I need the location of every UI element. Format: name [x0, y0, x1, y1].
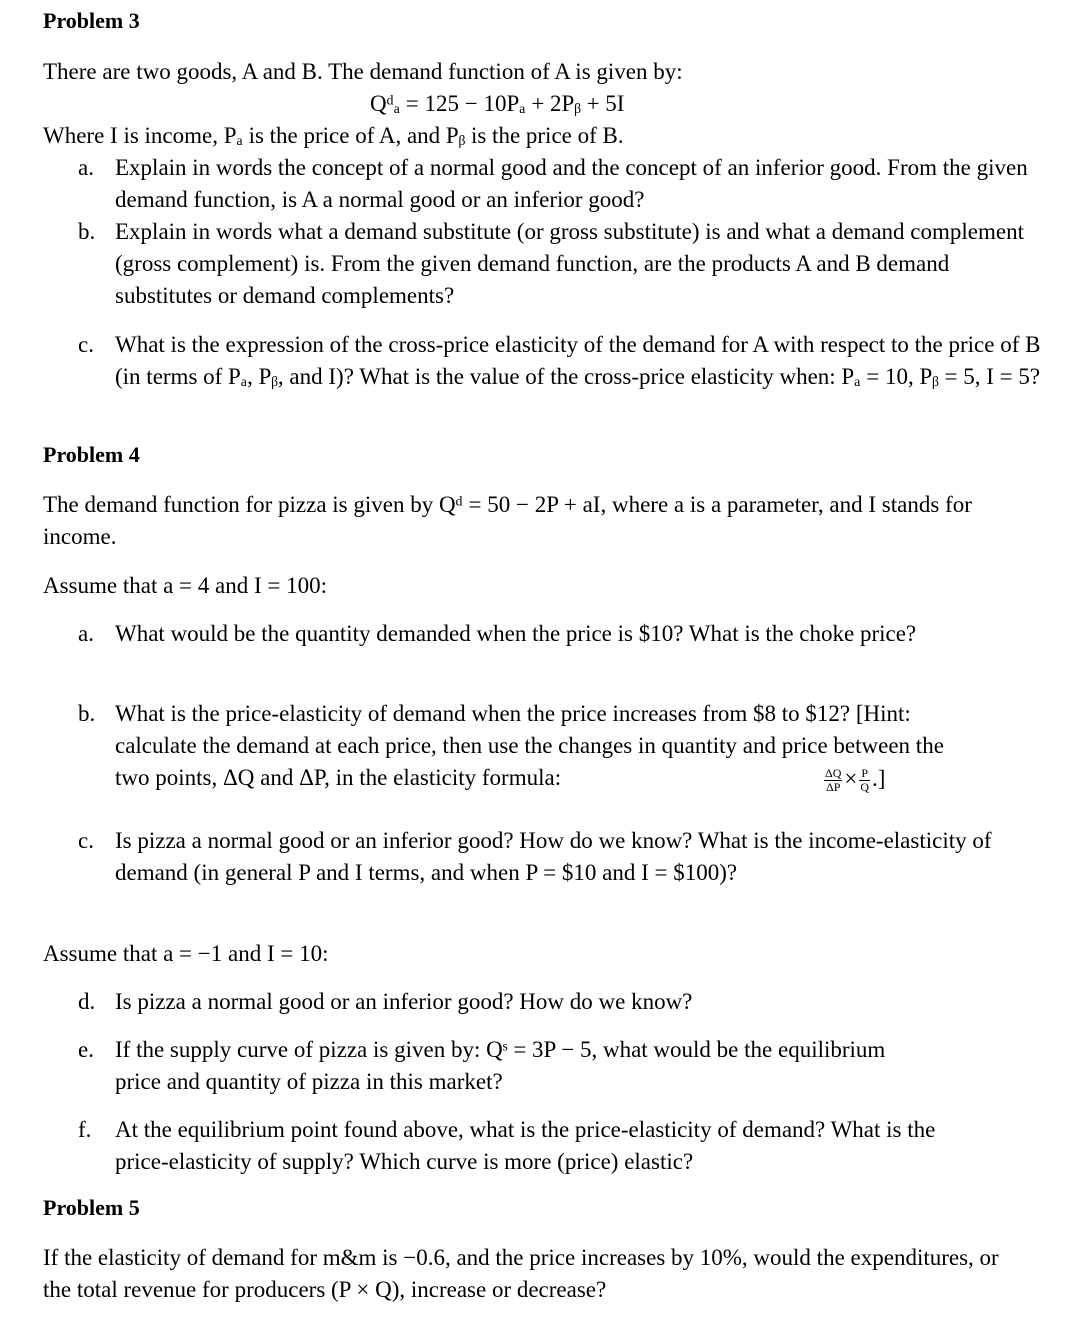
item-text: At the equilibrium point found above, what is the price-elasticity of demand? What is the price-elasticity of supply? Which curve is more (price) elastic?	[115, 1117, 936, 1174]
item-text: If the supply curve of pizza is given by: Qˢ = 3P − 5, what would be the equilibrium price and quantity of pizza in this market?	[115, 1037, 886, 1094]
fraction-numerator: P	[861, 766, 869, 781]
problem4-intro: The demand function for pizza is given by Qᵈ = 50 − 2P + aI, where a is a parameter, and I stands for income.	[43, 492, 972, 549]
problem5-text: If the elasticity of demand for m&m is −0.6, and the price increases by 10%, would the expenditures, or the total revenue for producers (P × Q), increase or decrease?	[43, 1245, 999, 1302]
item-text: Is pizza a normal good or an inferior good? How do we know? What is the income-elasticity of demand (in general P and I terms, and when P = $10 and I = $100)?	[115, 828, 992, 885]
item-label: b.	[78, 219, 96, 244]
problem3-where: Where I is income, Pₐ is the price of A, and Pᵦ is the price of B.	[43, 123, 624, 148]
item-text: What is the price-elasticity of demand when the price increases from $8 to $12? [Hint: calculate the demand at each price, then use the changes in quantity and price between the two points, ΔQ and ΔP, in the elasticity formula:	[115, 701, 944, 790]
problem3-heading: Problem 3	[43, 8, 140, 33]
fraction-p-q	[859, 767, 870, 794]
item-label: b.	[78, 701, 96, 726]
problem5-heading: Problem 5	[43, 1195, 140, 1220]
item-text: What would be the quantity demanded when the price is $10? What is the choke price?	[115, 621, 917, 646]
fraction-dq-dp	[824, 767, 842, 794]
item-label: c.	[78, 828, 94, 853]
demand-equation: Qᵈₐ = 125 − 10Pₐ + 2Pᵦ + 5I	[370, 91, 625, 116]
elasticity-formula	[822, 766, 932, 800]
assume-1: Assume that a = 4 and I = 100:	[43, 573, 328, 598]
item-label: d.	[78, 989, 96, 1014]
item-label: e.	[78, 1037, 94, 1062]
item-text: What is the expression of the cross-price elasticity of the demand for A with respect to the price of B (in terms of Pₐ, Pᵦ, and I)? What is the value of the cross-price elasticity when: Pₐ = 10, Pᵦ = 5, I = 5?	[115, 332, 1041, 389]
item-label: c.	[78, 332, 94, 357]
problem3-intro: There are two goods, A and B. The demand function of A is given by:	[43, 59, 683, 84]
item-text: Is pizza a normal good or an inferior good? How do we know?	[115, 989, 693, 1014]
item-label: f.	[78, 1117, 92, 1142]
fraction-denominator: Q	[860, 780, 870, 795]
item-label: a.	[78, 155, 94, 180]
assume-2: Assume that a = −1 and I = 10:	[43, 941, 329, 966]
problem4-heading: Problem 4	[43, 442, 140, 467]
item-label: a.	[78, 621, 94, 646]
formula-end: .]	[872, 766, 886, 791]
item-text: Explain in words the concept of a normal good and the concept of an inferior good. From the given demand function, is A a normal good or an inferior good?	[115, 155, 1028, 212]
fraction-numerator: ΔQ	[825, 766, 842, 781]
fraction-denominator: ΔP	[826, 780, 841, 795]
item-text: Explain in words what a demand substitute (or gross substitute) is and what a demand complement (gross complement) is. From the given demand function, are the products A and B demand substitutes or demand complements?	[115, 219, 1024, 308]
times-sign: ×	[844, 766, 858, 791]
